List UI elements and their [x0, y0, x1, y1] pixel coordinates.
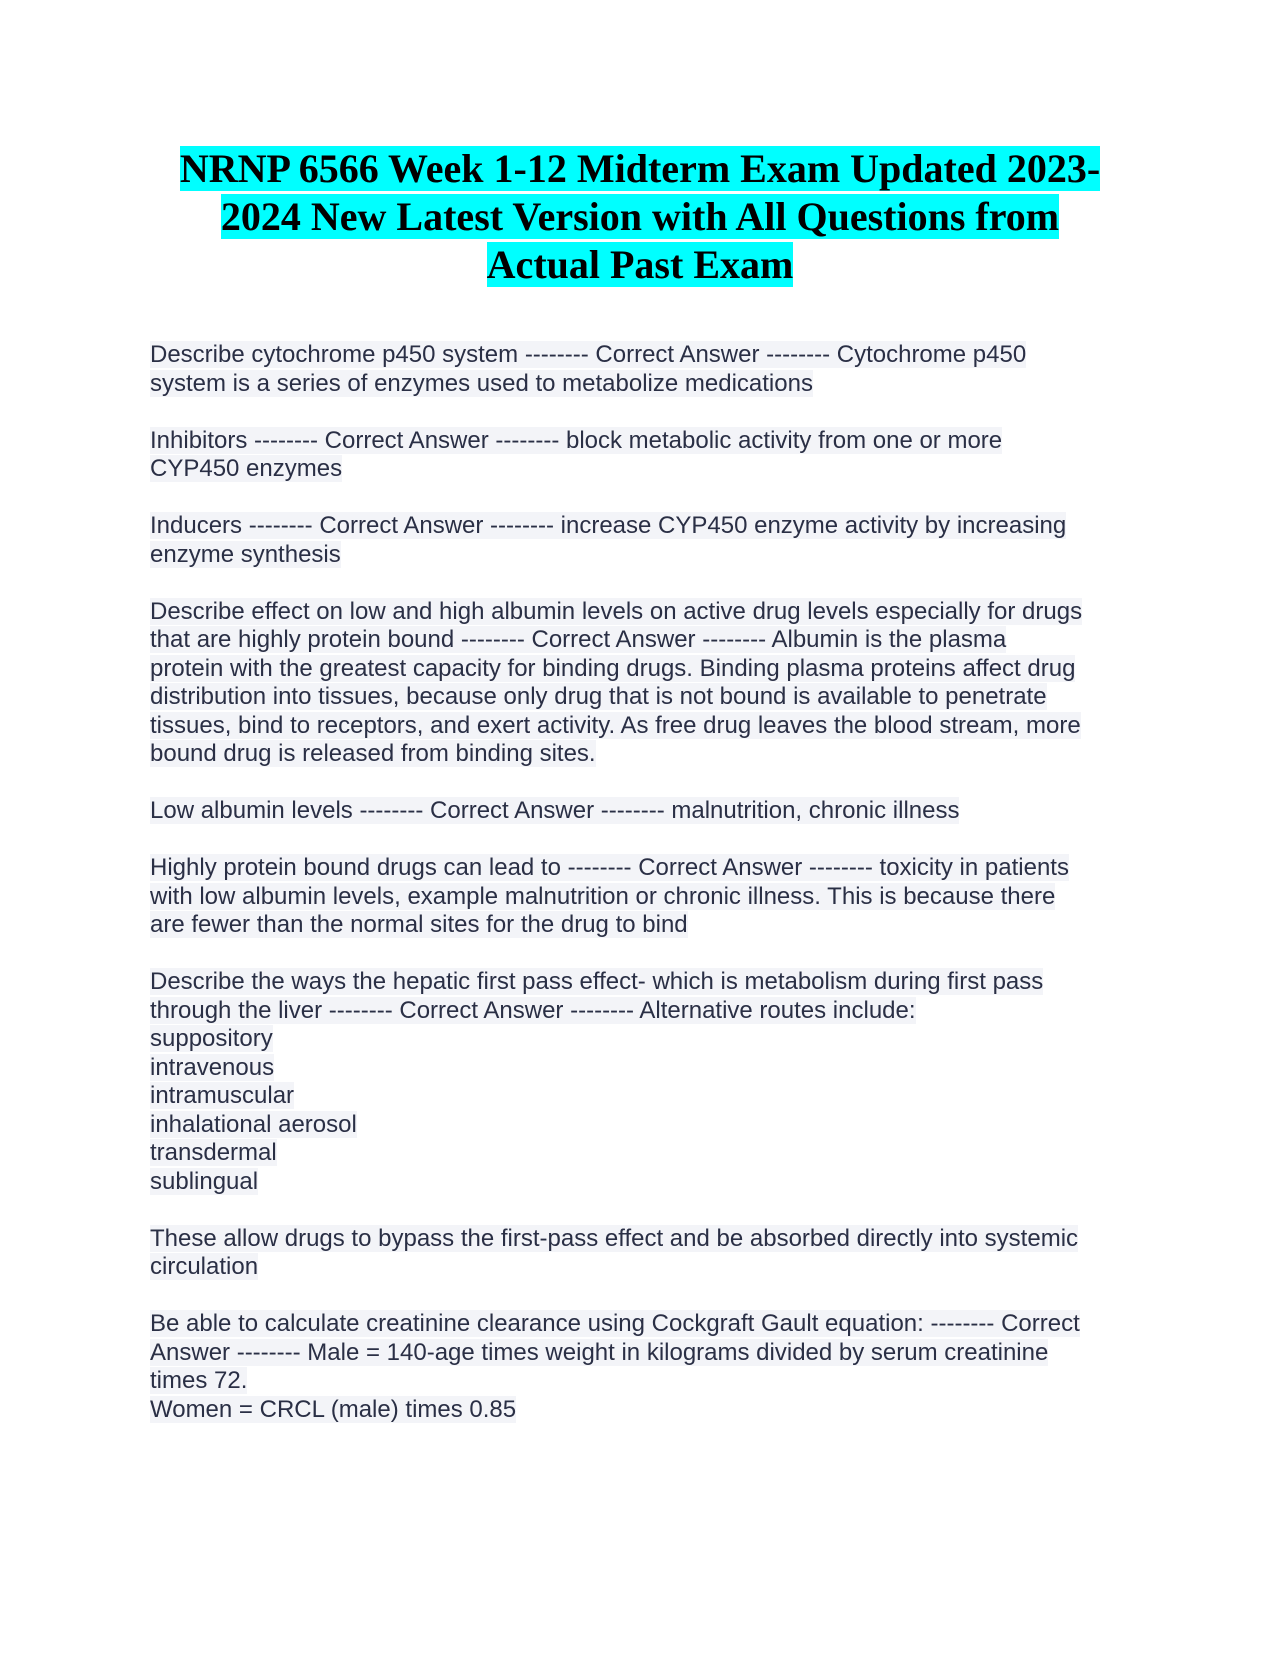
- qa-paragraph: [150, 854, 1140, 940]
- text-line: [150, 1225, 1140, 1254]
- text-line: [150, 683, 1140, 712]
- text-line-content: with low albumin levels, example malnutrition or chronic illness. This is because there: [150, 882, 1056, 910]
- document-body: [150, 341, 1140, 1453]
- qa-paragraph: [150, 341, 1140, 398]
- title-line-text: Actual Past Exam: [486, 242, 794, 287]
- title-line-text: NRNP 6566 Week 1-12 Midterm Exam Updated 2023-: [179, 146, 1101, 191]
- text-line-content: transdermal: [150, 1139, 277, 1166]
- title-line: [140, 193, 1140, 241]
- text-line: [150, 512, 1140, 541]
- list-item: [150, 1168, 1140, 1197]
- qa-paragraph: [150, 512, 1140, 569]
- text-line-content: Be able to calculate creatinine clearance using Cockgraft Gault equation: -------- Correct: [150, 1310, 1080, 1337]
- text-line: [150, 1339, 1140, 1368]
- text-line: [150, 911, 1140, 940]
- text-line: [150, 740, 1140, 769]
- list-item: [150, 1111, 1140, 1140]
- text-line: [150, 427, 1140, 456]
- text-line: [150, 455, 1140, 484]
- text-line-content: intravenous: [150, 1053, 275, 1081]
- title-line: [140, 241, 1140, 289]
- text-line-content: through the liver -------- Correct Answer -------- Alternative routes include:: [150, 996, 916, 1024]
- qa-paragraph: [150, 598, 1140, 769]
- text-line-content: Low albumin levels -------- Correct Answer -------- malnutrition, chronic illness: [150, 797, 960, 824]
- text-line-content: that are highly protein bound -------- Correct Answer -------- Albumin is the plasma: [150, 626, 1007, 653]
- text-line-content: circulation: [150, 1253, 259, 1280]
- document-title: [140, 145, 1140, 289]
- text-line-content: These allow drugs to bypass the first-pass effect and be absorbed directly into systemic: [150, 1224, 1079, 1252]
- text-line: [150, 854, 1140, 883]
- text-line-content: are fewer than the normal sites for the drug to bind: [150, 911, 688, 938]
- title-line-text: 2024 New Latest Version with All Questions from: [220, 194, 1060, 239]
- text-line: [150, 341, 1140, 370]
- text-line: [150, 968, 1140, 997]
- text-line-content: protein with the greatest capacity for binding drugs. Binding plasma proteins affect drug: [150, 654, 1076, 682]
- list-item: [150, 1054, 1140, 1083]
- text-line-content: bound drug is released from binding sites.: [150, 740, 596, 767]
- text-line: [150, 655, 1140, 684]
- text-line-content: Describe cytochrome p450 system -------- Correct Answer -------- Cytochrome p450: [150, 341, 1027, 368]
- title-line: [140, 145, 1140, 193]
- qa-paragraph: [150, 797, 1140, 826]
- text-line-content: distribution into tissues, because only drug that is not bound is available to penetrate: [150, 683, 1047, 710]
- text-line: [150, 997, 1140, 1026]
- text-line-content: Describe effect on low and high albumin levels on active drug levels especially for drugs: [150, 597, 1083, 625]
- text-line: [150, 883, 1140, 912]
- text-line-content: suppository: [150, 1025, 273, 1052]
- text-line-content: Highly protein bound drugs can lead to -------- Correct Answer -------- toxicity in patients: [150, 854, 1069, 881]
- text-line: [150, 370, 1140, 399]
- text-line: [150, 598, 1140, 627]
- text-line: [150, 626, 1140, 655]
- text-line: [150, 1367, 1140, 1396]
- qa-paragraph: [150, 1310, 1140, 1424]
- text-line: [150, 1396, 1140, 1425]
- text-line: [150, 1253, 1140, 1282]
- text-line-content: inhalational aerosol: [150, 1110, 357, 1138]
- list-item: [150, 1025, 1140, 1054]
- list-item: [150, 1082, 1140, 1111]
- qa-paragraph: [150, 427, 1140, 484]
- text-line-content: system is a series of enzymes used to metabolize medications: [150, 369, 813, 397]
- text-line: [150, 1310, 1140, 1339]
- text-line-content: enzyme synthesis: [150, 540, 341, 568]
- text-line-content: tissues, bind to receptors, and exert activity. As free drug leaves the blood stream, more: [150, 711, 1081, 739]
- text-line-content: sublingual: [150, 1167, 259, 1195]
- text-line: [150, 541, 1140, 570]
- list-item: [150, 1139, 1140, 1168]
- text-line-content: times 72.: [150, 1367, 248, 1394]
- text-line-content: CYP450 enzymes: [150, 455, 343, 482]
- text-line: [150, 797, 1140, 826]
- text-line-content: Inhibitors -------- Correct Answer -------- block metabolic activity from one or more: [150, 426, 1003, 454]
- text-line-content: Women = CRCL (male) times 0.85: [150, 1395, 517, 1423]
- qa-paragraph: [150, 1225, 1140, 1282]
- qa-paragraph: [150, 968, 1140, 1196]
- text-line-content: intramuscular: [150, 1082, 295, 1109]
- text-line-content: Inducers -------- Correct Answer -------- increase CYP450 enzyme activity by increasing: [150, 512, 1067, 539]
- text-line: [150, 712, 1140, 741]
- text-line-content: Answer -------- Male = 140-age times weight in kilograms divided by serum creatinine: [150, 1338, 1049, 1366]
- text-line-content: Describe the ways the hepatic first pass effect- which is metabolism during first pass: [150, 968, 1044, 995]
